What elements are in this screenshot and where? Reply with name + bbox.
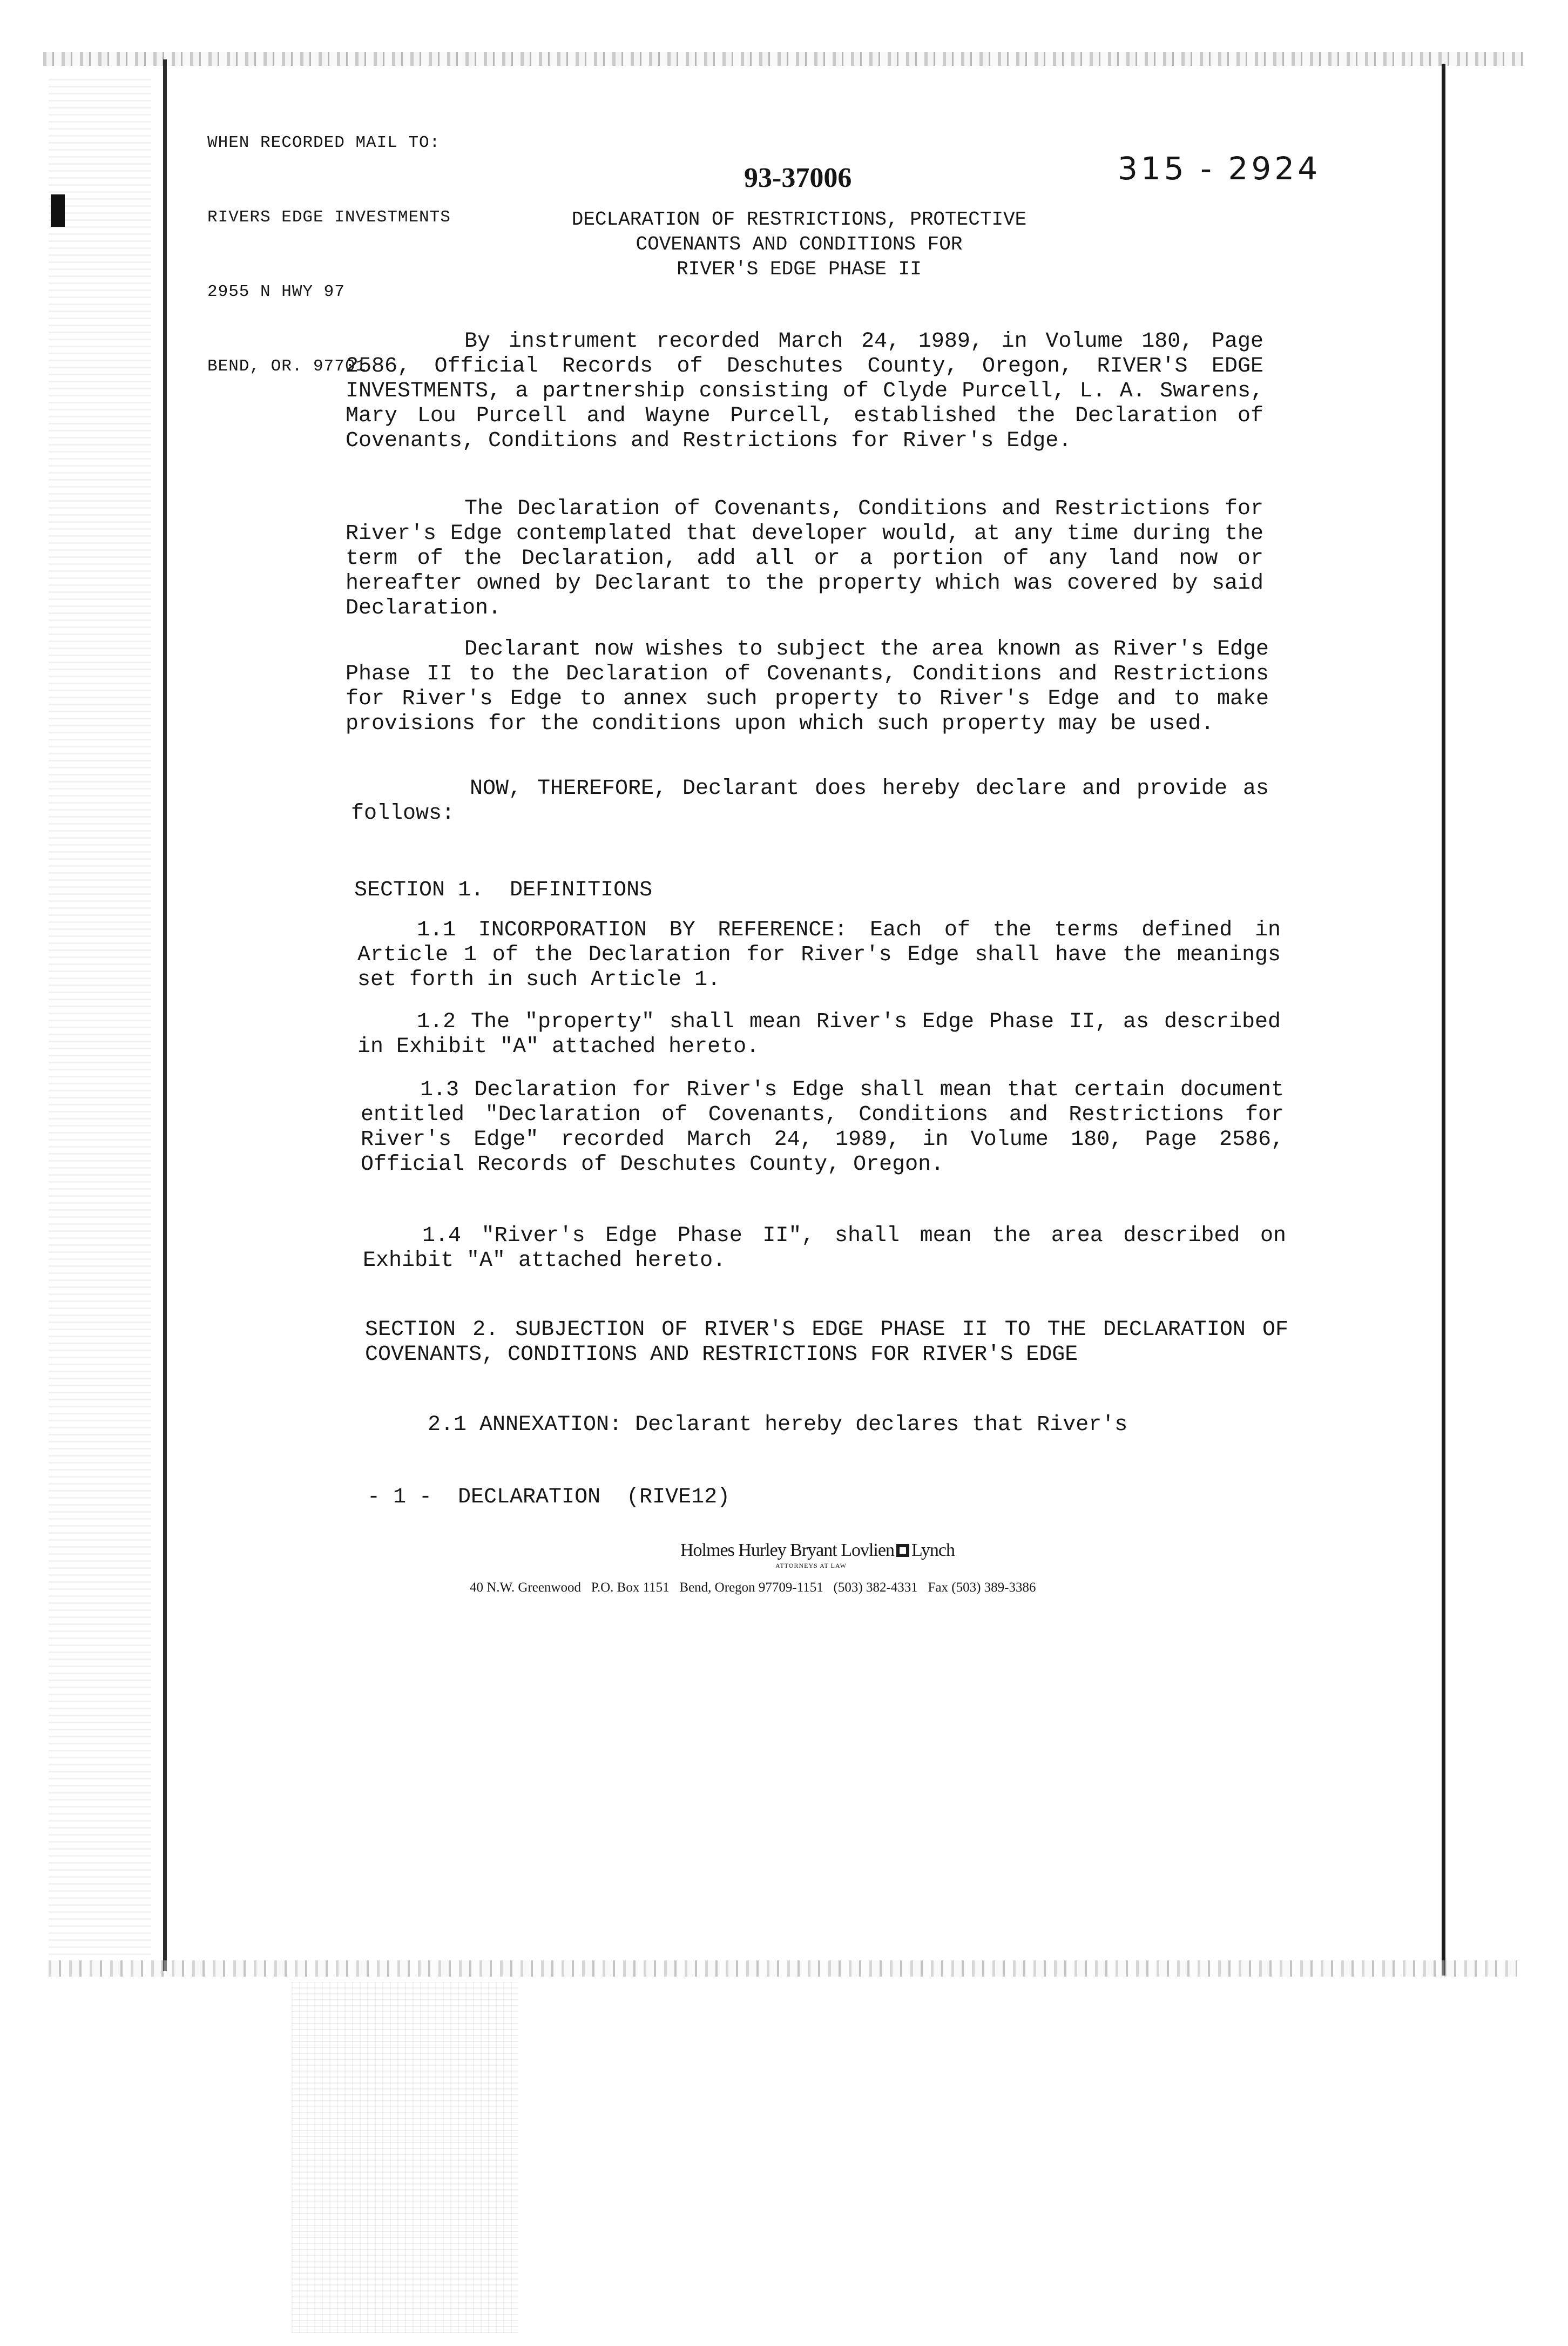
section-heading: SECTION 2. SUBJECTION OF RIVER'S EDGE PHASE II TO THE DECLARATION OF COVENANTS, CONDITIONS AND RESTRICTIONS FOR RIVER'S EDGE — [365, 1318, 1288, 1367]
title-line: COVENANTS AND CONDITIONS FOR — [636, 233, 963, 255]
recital-paragraph: Declarant now wishes to subject the area known as River's Edge Phase II to the Declaration of Covenants, Conditions and Restrictions for River's Edge to annex such property to River's Edge and to make provisions for the conditions upon which such property may be used. — [346, 637, 1269, 736]
scan-noise-bottom — [292, 1982, 518, 2333]
mail-to-line: 2955 N HWY 97 — [207, 282, 345, 301]
definition-paragraph: 1.2 The "property" shall mean River's Edge Phase II, as described in Exhibit "A" attached hereto. — [357, 1010, 1281, 1059]
recital-paragraph: NOW, THEREFORE, Declarant does hereby declare and provide as follows: — [351, 777, 1269, 826]
law-firm-name-part: Lynch — [911, 1540, 955, 1560]
page-border-left — [163, 59, 167, 1971]
title-line: RIVER'S EDGE PHASE II — [677, 258, 922, 280]
law-firm-name-part: Holmes Hurley Bryant Lovlien — [680, 1540, 894, 1560]
scan-edge-bottom — [49, 1960, 1517, 1977]
mail-to-line: RIVERS EDGE INVESTMENTS — [207, 208, 451, 227]
firm-logo-icon — [896, 1544, 909, 1557]
section-heading: SECTION 1. DEFINITIONS — [354, 878, 653, 902]
annexation-paragraph: 2.1 ANNEXATION: Declarant hereby declares that River's — [428, 1413, 1128, 1437]
mail-to-line: BEND, OR. 97701 — [207, 357, 367, 376]
recording-number: 93-37006 — [744, 163, 852, 193]
book-page-number: 315 - 2924 — [1118, 150, 1321, 187]
document-title — [346, 207, 1253, 282]
definition-paragraph: 1.3 Declaration for River's Edge shall mean that certain document entitled "Declaration of Covenants, Conditions and Restrictions for River's Edge" recorded March 24, 1989, in Volume 180, Page 2586, Official Records of Deschutes County, Oregon. — [361, 1078, 1284, 1177]
scan-mark — [51, 194, 65, 227]
law-firm-name — [680, 1540, 955, 1561]
page-footer-label: - 1 - DECLARATION (RIVE12) — [367, 1485, 731, 1509]
recital-paragraph: By instrument recorded March 24, 1989, in Volume 180, Page 2586, Official Records of Deschutes County, Oregon, RIVER'S EDGE INVESTMENTS, a partnership consisting of Clyde Purcell, L. A. Swarens, Mary Lou Purcell and Wayne Purcell, established the Declaration of Covenants, Conditions and Restrictions for River's Edge. — [346, 329, 1263, 453]
law-firm-address: 40 N.W. Greenwood P.O. Box 1151 Bend, Oregon 97709-1151 (503) 382-4331 Fax (503) 389-3386 — [470, 1580, 1036, 1595]
scan-edge-top — [43, 52, 1523, 66]
definition-paragraph: 1.4 "River's Edge Phase II", shall mean the area described on Exhibit "A" attached hereto. — [363, 1224, 1286, 1273]
definition-paragraph: 1.1 INCORPORATION BY REFERENCE: Each of the terms defined in Article 1 of the Declaration for River's Edge shall have the meanings set forth in such Article 1. — [357, 918, 1281, 992]
page-border-right — [1442, 64, 1445, 1976]
law-firm-subtitle: ATTORNEYS AT LAW — [775, 1562, 847, 1569]
title-line: DECLARATION OF RESTRICTIONS, PROTECTIVE — [571, 208, 1027, 231]
mail-to-line: WHEN RECORDED MAIL TO: — [207, 133, 441, 152]
recital-paragraph: The Declaration of Covenants, Conditions and Restrictions for River's Edge contemplated that developer would, at any time during the term of the Declaration, add all or a portion of any land now or hereafter owned by Declarant to the property which was covered by said Declaration. — [346, 497, 1263, 621]
scan-noise-left — [49, 76, 151, 1955]
